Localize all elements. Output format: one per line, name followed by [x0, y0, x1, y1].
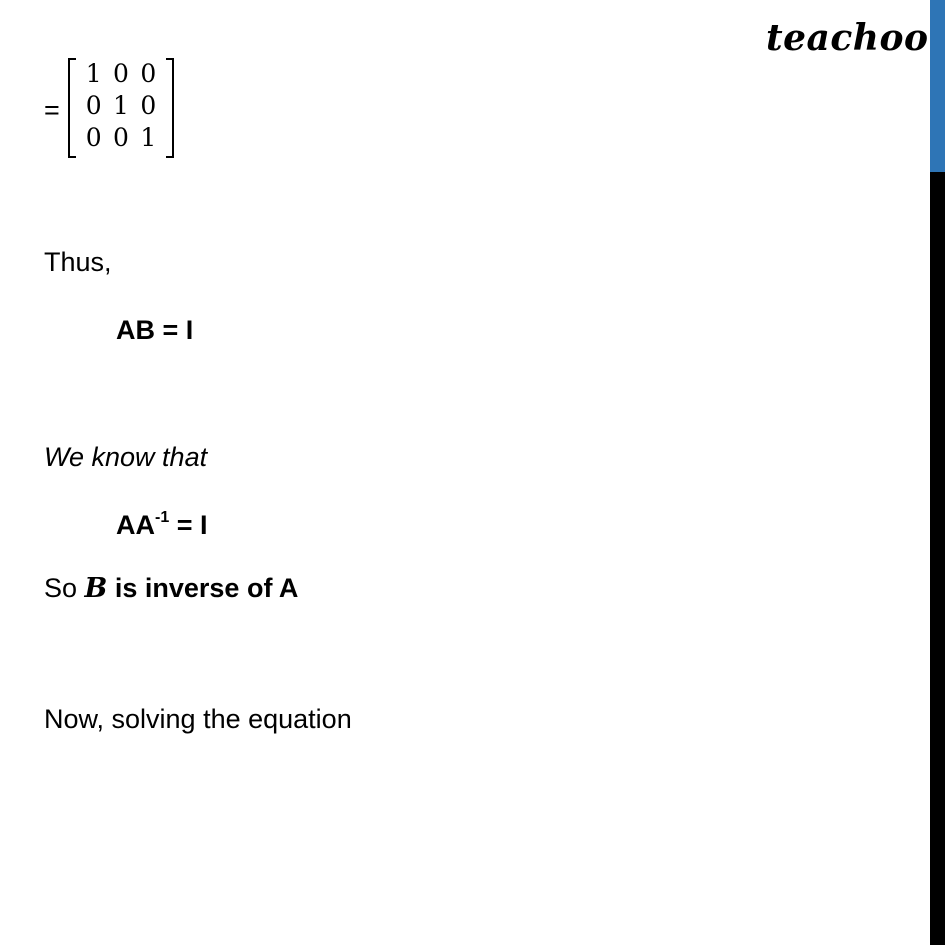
matrix-cell: 0 [113, 123, 129, 152]
aa-rest: = I [169, 510, 208, 540]
we-know-that-text: We know that [44, 442, 208, 472]
matrix-cell: 1 [140, 123, 157, 152]
teachoo-logo: teachoo [766, 17, 929, 59]
matrix-right-bracket [166, 58, 174, 158]
ab-equals-i: AB = I [116, 315, 194, 345]
inverse-statement: is inverse of A [107, 573, 299, 603]
identity-matrix [68, 58, 174, 156]
so-prefix: So [44, 573, 85, 603]
matrix-grid [80, 58, 162, 154]
matrix-cell: 0 [85, 123, 102, 152]
aa-inverse-equals-i [116, 509, 208, 541]
scrollbar-track[interactable] [930, 0, 945, 945]
thus-text: Thus, [44, 247, 112, 277]
conclusion-line [44, 572, 298, 605]
variable-b: B [84, 573, 108, 604]
matrix-cell: 0 [113, 59, 129, 88]
equals-sign: = [44, 95, 60, 125]
matrix-left-bracket [68, 58, 76, 158]
matrix-cell: 0 [85, 91, 102, 120]
matrix-cell: 0 [140, 91, 157, 120]
inverse-superscript: -1 [155, 509, 170, 526]
matrix-cell: 1 [113, 91, 129, 120]
matrix-cell: 1 [85, 59, 102, 88]
aa-base: AA [116, 510, 155, 540]
scrollbar-thumb[interactable] [930, 0, 945, 172]
now-solving-text: Now, solving the equation [44, 704, 352, 734]
matrix-cell: 0 [140, 59, 157, 88]
